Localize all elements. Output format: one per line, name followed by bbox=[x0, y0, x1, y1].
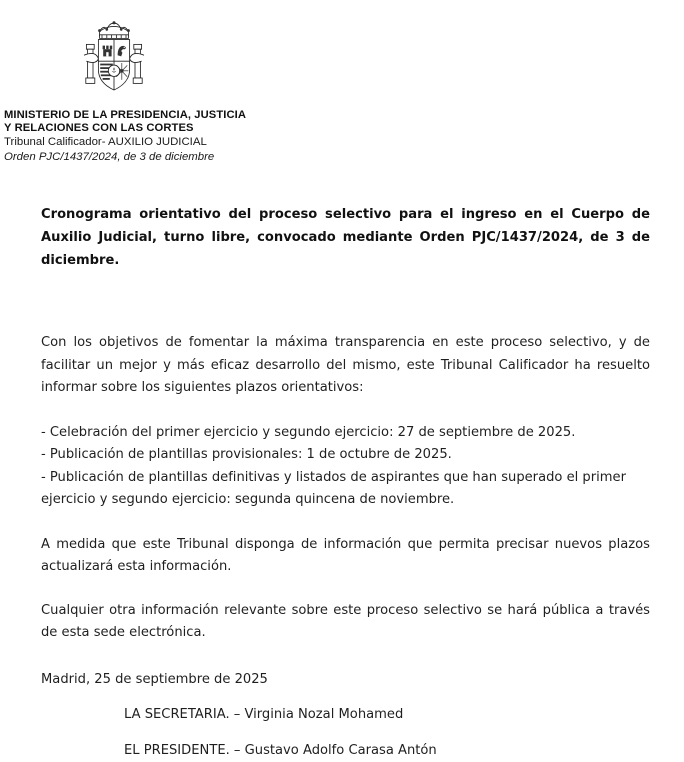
intro-paragraph: Con los objetivos de fomentar la máxima transparencia en este proceso selectivo, y de facilitar un mejor y más eficaz desarrollo del mismo, este Tribunal Calificador ha resuelto informar sobre los siguientes plazos orientativos: bbox=[41, 332, 650, 400]
spacer bbox=[41, 727, 650, 740]
spacer bbox=[41, 579, 650, 600]
orden-reference-line: Orden PJC/1437/2024, de 3 de diciembre bbox=[4, 151, 684, 164]
spacer bbox=[41, 645, 650, 669]
ministry-name-line-1: MINISTERIO DE LA PRESIDENCIA, JUSTICIA bbox=[4, 109, 684, 122]
secretary-signature: LA SECRETARIA. – Virginia Nozal Mohamed bbox=[41, 704, 650, 727]
schedule-list bbox=[41, 422, 650, 512]
document-title: Cronograma orientativo del proceso selectivo para el ingreso en el Cuerpo de Auxilio Judicial, turno libre, convocado mediante Orden PJC/1437/2024, de 3 de diciembre. bbox=[41, 203, 650, 272]
place-and-date: Madrid, 25 de septiembre de 2025 bbox=[41, 669, 650, 692]
signature-block bbox=[41, 669, 650, 762]
crest-container bbox=[0, 0, 684, 102]
spacer bbox=[41, 691, 650, 704]
document-content bbox=[41, 203, 650, 762]
spacer bbox=[41, 512, 650, 534]
list-item: - Celebración del primer ejercicio y segundo ejercicio: 27 de septiembre de 2025. bbox=[41, 422, 650, 445]
list-item: - Publicación de plantillas definitivas y listados de aspirantes que han superado el primer ejercicio y segundo ejercicio: segunda quincena de noviembre. bbox=[41, 467, 650, 512]
ministry-name-line-2: Y RELACIONES CON LAS CORTES bbox=[4, 122, 684, 135]
update-paragraph: A medida que este Tribunal disponga de información que permita precisar nuevos plazos actualizará esta información. bbox=[41, 534, 650, 579]
publication-paragraph: Cualquier otra información relevante sobre este proceso selectivo se hará pública a través de esta sede electrónica. bbox=[41, 600, 650, 645]
list-item: - Publicación de plantillas provisionales: 1 de octubre de 2025. bbox=[41, 444, 650, 467]
spacer bbox=[41, 272, 650, 332]
tribunal-line: Tribunal Calificador- AUXILIO JUDICIAL bbox=[4, 136, 684, 149]
president-signature: EL PRESIDENTE. – Gustavo Adolfo Carasa Antón bbox=[41, 740, 650, 762]
ministry-identification bbox=[0, 102, 684, 164]
letterhead bbox=[0, 0, 684, 164]
spacer bbox=[41, 400, 650, 422]
spanish-coat-of-arms-icon bbox=[78, 18, 150, 102]
